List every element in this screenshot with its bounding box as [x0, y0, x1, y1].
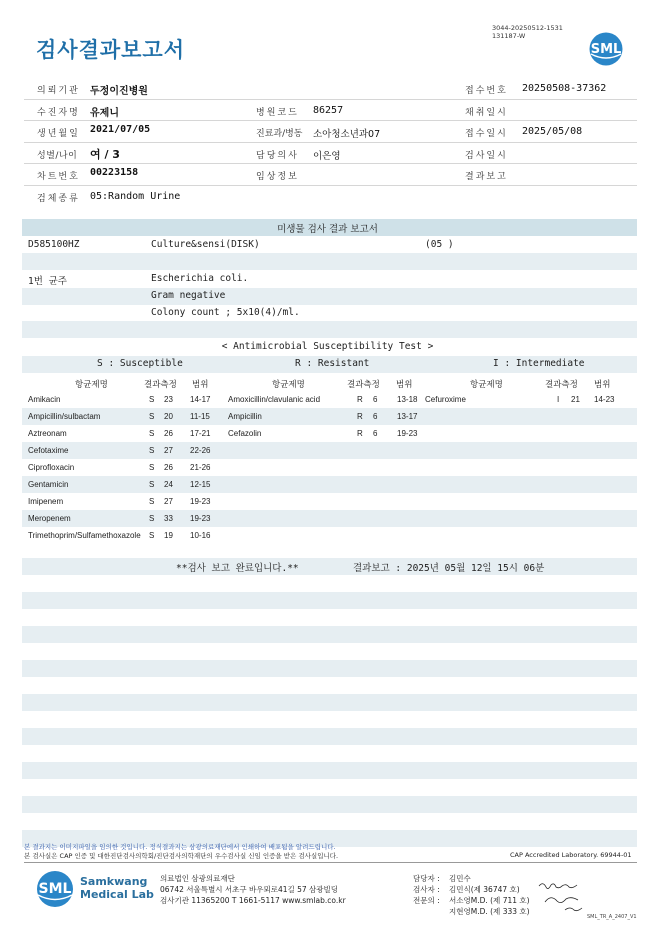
footer-logo-wordmark — [80, 875, 154, 901]
info-label: 생년월일 — [37, 129, 80, 139]
sml-footer-logo-icon — [34, 870, 76, 908]
ast-row-band — [22, 510, 637, 527]
isolate-line: Gram negative — [151, 290, 226, 301]
ast-drug-name: Ampicillin — [228, 412, 262, 421]
info-value: 두정이진병원 — [90, 86, 148, 97]
ast-drug-name: Cefazolin — [228, 429, 262, 438]
ast-interpretation: S — [149, 463, 155, 472]
info-value: 86257 — [313, 104, 344, 116]
ast-drug-name: Amikacin — [28, 395, 61, 404]
ast-interpretation: R — [357, 412, 363, 421]
ast-zone-value: 6 — [373, 429, 378, 438]
empty-band — [22, 762, 637, 779]
test-number: (05 ) — [425, 239, 454, 250]
doc-code-line: 131187-W — [492, 32, 526, 40]
col-header-drug: 항균제명 — [470, 380, 503, 390]
ast-zone-value: 20 — [164, 412, 173, 421]
ast-range: 19-23 — [190, 497, 211, 506]
empty-band — [22, 728, 637, 745]
ast-interpretation: S — [149, 480, 155, 489]
info-row — [24, 121, 637, 143]
staff-name: 김민식(제 36747 호) — [449, 885, 520, 894]
spacer-band — [22, 321, 637, 338]
disclaimer-image: 본 결과지는 이미지파일을 임의한 것입니다. 정식결과지는 삼광의료재단에서 인쇄하여 배포됨을 알려드립니다. — [24, 843, 336, 851]
ast-zone-value: 6 — [373, 395, 378, 404]
staff-name: 지현영M.D. (제 333 호) — [449, 907, 530, 916]
ast-drug-name: Cefotaxime — [28, 446, 69, 455]
patient-info-table — [24, 78, 637, 206]
ast-row-band — [22, 476, 637, 493]
info-label: 채취일시 — [465, 107, 508, 118]
ast-interpretation: S — [149, 446, 155, 455]
info-row — [24, 143, 637, 165]
ast-interpretation: I — [557, 395, 560, 404]
empty-band — [22, 592, 637, 609]
info-value: 20250508-37362 — [522, 83, 607, 94]
ast-range: 22-26 — [190, 446, 211, 455]
spacer-band — [22, 253, 637, 270]
ast-drug-name: Amoxicillin/clavulanic acid — [228, 395, 321, 404]
ast-range: 12-15 — [190, 480, 211, 489]
cap-accreditation: CAP Accredited Laboratory. 69944-01 — [510, 851, 632, 859]
info-value: 소아청소년과07 — [313, 129, 381, 140]
info-value: 05:Random Urine — [90, 190, 181, 202]
ast-zone-value: 21 — [571, 395, 580, 404]
ast-range: 13-17 — [397, 412, 418, 421]
ast-zone-value: 23 — [164, 395, 173, 404]
micro-title: 미생물 검사 결과 보고서 — [277, 224, 378, 235]
footer-divider — [24, 862, 637, 863]
ast-range: 14-23 — [594, 395, 615, 404]
ast-interpretation: S — [149, 514, 155, 523]
col-header-result: 결과측정 — [347, 380, 380, 390]
staff-role: 담당자 : — [413, 874, 440, 883]
ast-zone-value: 6 — [373, 412, 378, 421]
info-value: 2025/05/08 — [522, 126, 583, 137]
staff-roles — [413, 873, 440, 917]
footer-address-line: 06742 서울특별시 서초구 바우뫼로41길 57 삼광빌딩 — [160, 885, 339, 894]
ast-interpretation: S — [149, 531, 155, 540]
ast-row-band — [22, 442, 637, 459]
info-row — [24, 100, 637, 122]
ast-interpretation: S — [149, 429, 155, 438]
ast-range: 11-15 — [190, 412, 210, 421]
spacer-band — [22, 288, 637, 305]
info-label: 차트번호 — [37, 172, 80, 182]
ast-interpretation: S — [149, 497, 155, 506]
ast-zone-value: 27 — [164, 446, 173, 455]
completion-band — [22, 558, 637, 575]
info-row — [24, 186, 637, 207]
ast-drug-name: Meropenem — [28, 514, 71, 523]
ast-zone-value: 24 — [164, 480, 173, 489]
col-header-result: 결과측정 — [144, 380, 177, 390]
sml-logo-icon — [588, 32, 624, 66]
test-name: Culture&sensi(DISK) — [151, 239, 260, 250]
info-label: 검체종류 — [37, 193, 80, 204]
isolate-line: Escherichia coli. — [151, 273, 249, 284]
info-value: 00223158 — [90, 167, 139, 178]
isolate-line: Colony count ; 5x10(4)/ml. — [151, 307, 300, 318]
empty-band — [22, 796, 637, 813]
ast-drug-name: Imipenem — [28, 497, 64, 506]
ast-drug-name: Ciprofloxacin — [28, 463, 75, 472]
ast-zone-value: 33 — [164, 514, 173, 523]
staff-role — [413, 906, 440, 917]
info-value: 여 / 3 — [90, 147, 120, 161]
ast-range: 14-17 — [190, 395, 211, 404]
info-label: 수진자명 — [37, 107, 80, 118]
disclaimer-cap: 본 검사실은 CAP 인증 및 대한진단검사의학회/진단검사의학재단의 우수검사실 신임 인증을 받은 검사실입니다. — [24, 852, 339, 860]
completion-message: **검사 보고 완료입니다.** — [176, 563, 299, 574]
ast-range: 21-26 — [190, 463, 211, 472]
footer-logo-line: Medical Lab — [80, 888, 154, 901]
info-label: 임상정보 — [256, 172, 299, 182]
col-header-range: 범위 — [594, 380, 611, 390]
ast-range: 19-23 — [190, 514, 211, 523]
legend-i: I : Intermediate — [493, 358, 585, 369]
ast-interpretation: S — [149, 395, 155, 404]
col-header-drug: 항균제명 — [272, 380, 305, 390]
report-title: 검사결과보고서 — [36, 38, 186, 62]
ast-drug-name: Gentamicin — [28, 480, 69, 489]
ast-title: < Antimicrobial Susceptibility Test > — [221, 341, 434, 352]
col-header-drug: 항균제명 — [75, 380, 108, 390]
info-label: 의뢰기관 — [37, 86, 80, 96]
info-label: 검사일시 — [465, 150, 508, 161]
col-header-range: 범위 — [396, 380, 413, 390]
ast-zone-value: 27 — [164, 497, 173, 506]
ast-interpretation: R — [357, 429, 363, 438]
footer-address-line: 의료법인 삼광의료재단 — [160, 874, 235, 883]
logo-text: SML — [590, 42, 622, 57]
info-label: 담당의사 — [256, 150, 299, 161]
ast-drug-name: Cefuroxime — [425, 395, 466, 404]
ast-zone-value: 26 — [164, 429, 173, 438]
empty-band — [22, 626, 637, 643]
info-row — [24, 78, 637, 100]
ast-range: 17-21 — [190, 429, 211, 438]
info-row — [24, 164, 637, 186]
footer-address — [160, 873, 346, 906]
legend-r: R : Resistant — [295, 358, 370, 369]
doc-code — [492, 24, 563, 40]
empty-band — [22, 660, 637, 677]
footer-logo-line: Samkwang — [80, 875, 148, 888]
ast-drug-name: Ampicillin/sulbactam — [28, 412, 101, 421]
col-header-range: 범위 — [192, 380, 209, 390]
staff-names — [449, 873, 530, 917]
report-time: 결과보고 : 2025년 05월 12일 15시 06분 — [353, 563, 545, 574]
isolate-label: 1번 균주 — [28, 276, 67, 287]
ast-drug-name: Trimethoprim/Sulfamethoxazole — [28, 531, 141, 540]
empty-band — [22, 694, 637, 711]
info-label: 성별/나이 — [37, 150, 78, 161]
info-value: 2021/07/05 — [90, 124, 151, 135]
info-label: 병원코드 — [256, 107, 299, 118]
ast-row-band — [22, 408, 637, 425]
ast-interpretation: R — [357, 395, 363, 404]
ast-range: 13-18 — [397, 395, 418, 404]
footer-address-line: 검사기관 11365200 T 1661-5117 www.smlab.co.kr — [160, 896, 346, 905]
ast-zone-value: 19 — [164, 531, 173, 540]
info-label: 접수번호 — [465, 86, 508, 96]
signature-icon — [535, 880, 595, 916]
doc-code-line: 3044-20250512-1531 — [492, 24, 563, 32]
footer-logo-abbr: SML — [38, 881, 72, 897]
staff-name: 김민수 — [449, 874, 471, 883]
col-header-result: 결과측정 — [545, 380, 578, 390]
staff-name: 서소영M.D. (제 711 호) — [449, 896, 530, 905]
test-code: D585100HZ — [28, 239, 80, 250]
info-label: 결과보고 — [465, 172, 508, 182]
ast-range: 10-16 — [190, 531, 211, 540]
ast-interpretation: S — [149, 412, 155, 421]
info-label: 진료과/병동 — [256, 129, 303, 139]
ast-zone-value: 26 — [164, 463, 173, 472]
form-code: SML_TR_A_2407_V1 — [587, 914, 637, 920]
legend-s: S : Susceptible — [97, 358, 183, 369]
ast-drug-name: Aztreonam — [28, 429, 67, 438]
info-label: 접수일시 — [465, 129, 508, 139]
info-value: 유제니 — [90, 107, 119, 119]
info-value: 이은영 — [313, 150, 341, 162]
ast-range: 19-23 — [397, 429, 418, 438]
staff-role: 검사자 : — [413, 885, 440, 894]
staff-role: 전문의 : — [413, 896, 440, 905]
